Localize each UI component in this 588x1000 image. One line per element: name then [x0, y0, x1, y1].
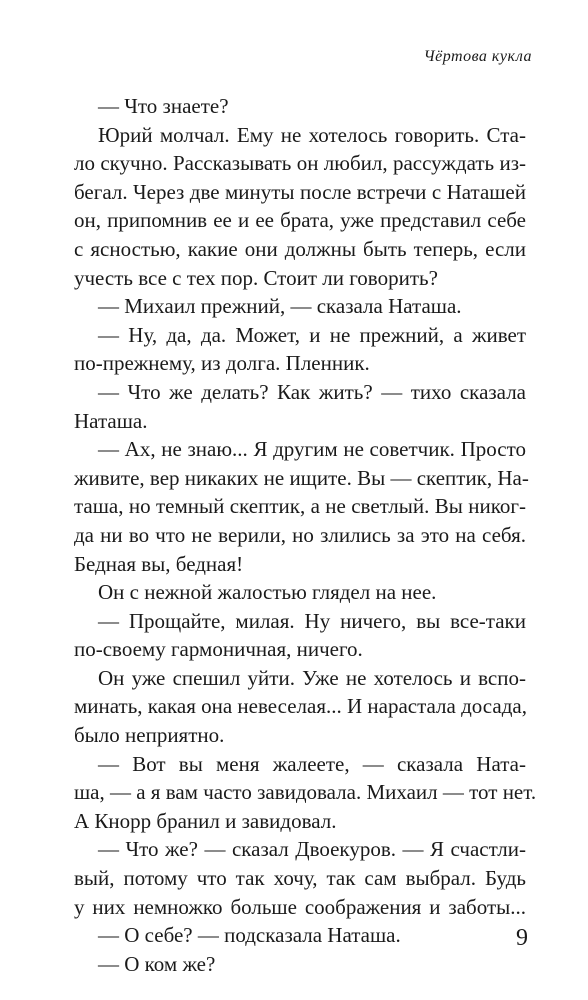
text-line: да ни во что не верили, но злились за это на себя. [74, 522, 526, 547]
text-line: ша, — а я вам часто завидовала. Михаил — тот нет. [74, 780, 537, 805]
text-line: Наташа. [74, 408, 148, 433]
text-line: бегал. Через две минуты после встречи с Наташей [74, 179, 526, 204]
page-number: 9 [516, 925, 528, 951]
text-line: — Ах, не знаю... Я другим не советчик. Просто [98, 437, 526, 462]
text-line: — О ком же? [98, 951, 216, 976]
text-line: по-прежнему, из долга. Пленник. [74, 351, 370, 376]
text-line: у них немножко больше соображения и заботы... [74, 894, 526, 919]
text-line: — О себе? — подсказала Наташа. [98, 923, 401, 948]
text-line: вый, потому что так хочу, так сам выбрал. Будь [74, 866, 526, 891]
running-head: Чёртова кукла [423, 48, 532, 65]
text-line: А Кнорр бранил и завидовал. [74, 808, 337, 833]
text-line: — Что же делать? Как жить? — тихо сказала [98, 379, 526, 404]
text-line: Бедная вы, бедная! [74, 551, 244, 576]
text-line: — Что знаете? [98, 94, 229, 118]
text-line: — Что же? — сказал Двоекуров. — Я счастли- [98, 837, 526, 862]
text-line: минать, какая она невеселая... И нарастала досада, [74, 694, 527, 719]
text-line: — Прощайте, милая. Ну ничего, вы все-таки [98, 608, 526, 633]
text-line: таша, но темный скептик, а не светлый. Вы никог- [74, 494, 526, 519]
text-line: ло скучно. Рассказывать он любил, рассуждать из- [74, 151, 526, 176]
text-line: он, припомнив ее и ее брата, уже представил себе [74, 208, 526, 233]
text-line: — Вот вы меня жалеете, — сказала Ната- [98, 751, 526, 776]
text-line: было неприятно. [74, 723, 225, 748]
text-line: с ясностью, какие они должны быть теперь, если [74, 236, 526, 261]
text-line: учесть все с тех пор. Стоит ли говорить? [74, 265, 438, 290]
text-line: живите, вер никаких не ищите. Вы — скептик, На- [74, 465, 529, 490]
body-text [74, 92, 537, 978]
text-line: — Михаил прежний, — сказала Наташа. [98, 294, 462, 319]
text-line: Он с нежной жалостью глядел на нее. [98, 580, 437, 605]
text-line: — Ну, да, да. Может, и не прежний, а живет [98, 322, 526, 347]
text-line: Юрий молчал. Ему не хотелось говорить. Ста- [98, 122, 526, 147]
text-line: по-своему гармоничная, ничего. [74, 637, 363, 662]
text-line: Он уже спешил уйти. Уже не хотелось и вспо- [98, 665, 526, 690]
